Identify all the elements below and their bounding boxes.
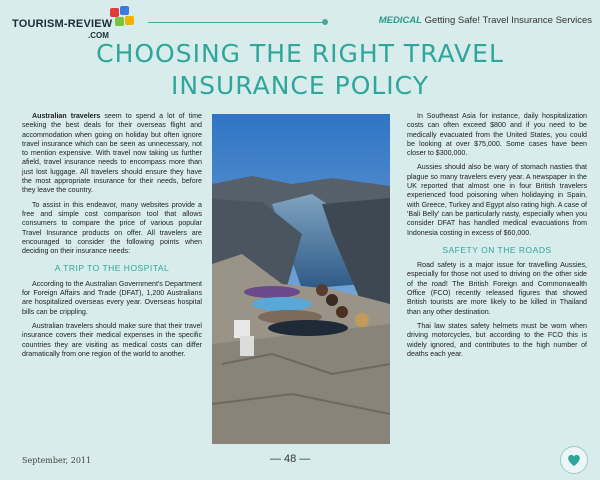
- header-section-label: [379, 15, 592, 26]
- column-right: [407, 112, 587, 364]
- paragraph: Australian travelers should make sure that their travel insurance covers their medical expenses in the specific countries they are visiting as medical costs can differ dramatically from one region of the world to another.: [22, 321, 202, 358]
- fjord-cliff-photo: [212, 114, 390, 444]
- header-divider: [148, 22, 326, 23]
- column-left: [22, 112, 202, 364]
- title-line-2: INSURANCE POLICY: [171, 71, 429, 100]
- paragraph: [22, 112, 202, 196]
- tourism-review-logo: [8, 6, 148, 42]
- section-heading-roads: SAFETY ON THE ROADS: [442, 244, 552, 255]
- section-name: MEDICAL: [378, 15, 422, 26]
- heart-badge-icon: [560, 446, 588, 474]
- logo-squares-icon: [108, 6, 138, 30]
- section-heading-hospital: A TRIP TO THE HOSPITAL: [54, 263, 170, 274]
- title-line-1: CHOOSING THE RIGHT TRAVEL: [96, 39, 504, 68]
- heart-icon: [561, 447, 587, 473]
- article-photo: [212, 114, 390, 444]
- section-subtitle: Getting Safe! Travel Insurance Services: [424, 15, 592, 26]
- header-divider-dot: [322, 19, 328, 25]
- paragraph: In Southeast Asia for instance, daily hospitalization costs can often exceed $800 and if you need to be medically evacuated from the United States, you could be looking at over $75,000. Some cases have been closer to $300,000.: [407, 112, 587, 158]
- paragraph-text: seem to spend a lot of time seeking the best deals for their overseas flight and accommodation when going on holiday but often ignore travel insurance which can be seen as unnecessary, not to mention expensive. With travel now taking us further afield, travel insurance needs to encompass more than just lost luggage. All travelers should ensure they have the most appropriate insurance for their needs, before they leave the country.: [22, 112, 202, 195]
- paragraph: To assist in this endeavor, many websites provide a free and simple cost comparison tool that allows consumers to compare the price of various popular Travel Insurance products on offer. All travelers are encouraged to consider the following points when deciding on their insurance needs:: [22, 200, 202, 256]
- article-title: [80, 38, 520, 102]
- paragraph: Aussies should also be wary of stomach nasties that plague so many travelers every year. A newspaper in the UK reported that almost one in four British travelers experienced food poisoning when holidaying in Spain, with Greece, Turkey and Egypt also rating high. A case of 'Bali Belly' can be particularly nasty, especially when you consider DFAT has handled medical evacuations from Indonesia costing in excess of $60,000.: [407, 163, 587, 237]
- paragraph: Road safety is a major issue for travelling Aussies, especially for those not used to driving on the other side of the road! The British Foreign and Commonwealth Office (FCO) recently released figures that showed British tourists are more likely to be killed in Thailand than any other destination.: [407, 261, 587, 316]
- page-number: — 48 —: [270, 453, 311, 465]
- logo-com: .COM: [88, 31, 109, 40]
- lead-in: Australian travelers: [32, 112, 101, 120]
- issue-date: September, 2011: [22, 456, 92, 465]
- paragraph: According to the Australian Government's Department for Foreign Affairs and Trade (DFAT), 1,200 Australians are hospitalized overseas every year. Overseas hospital bills can be crippling.: [22, 279, 202, 316]
- paragraph: Thai law states safety helmets must be worn when driving motorcycles, but according to the FCO this is widely ignored, and contributes to the high number of deaths each year.: [407, 321, 587, 358]
- logo-text: TOURISM-REVIEW: [12, 18, 113, 30]
